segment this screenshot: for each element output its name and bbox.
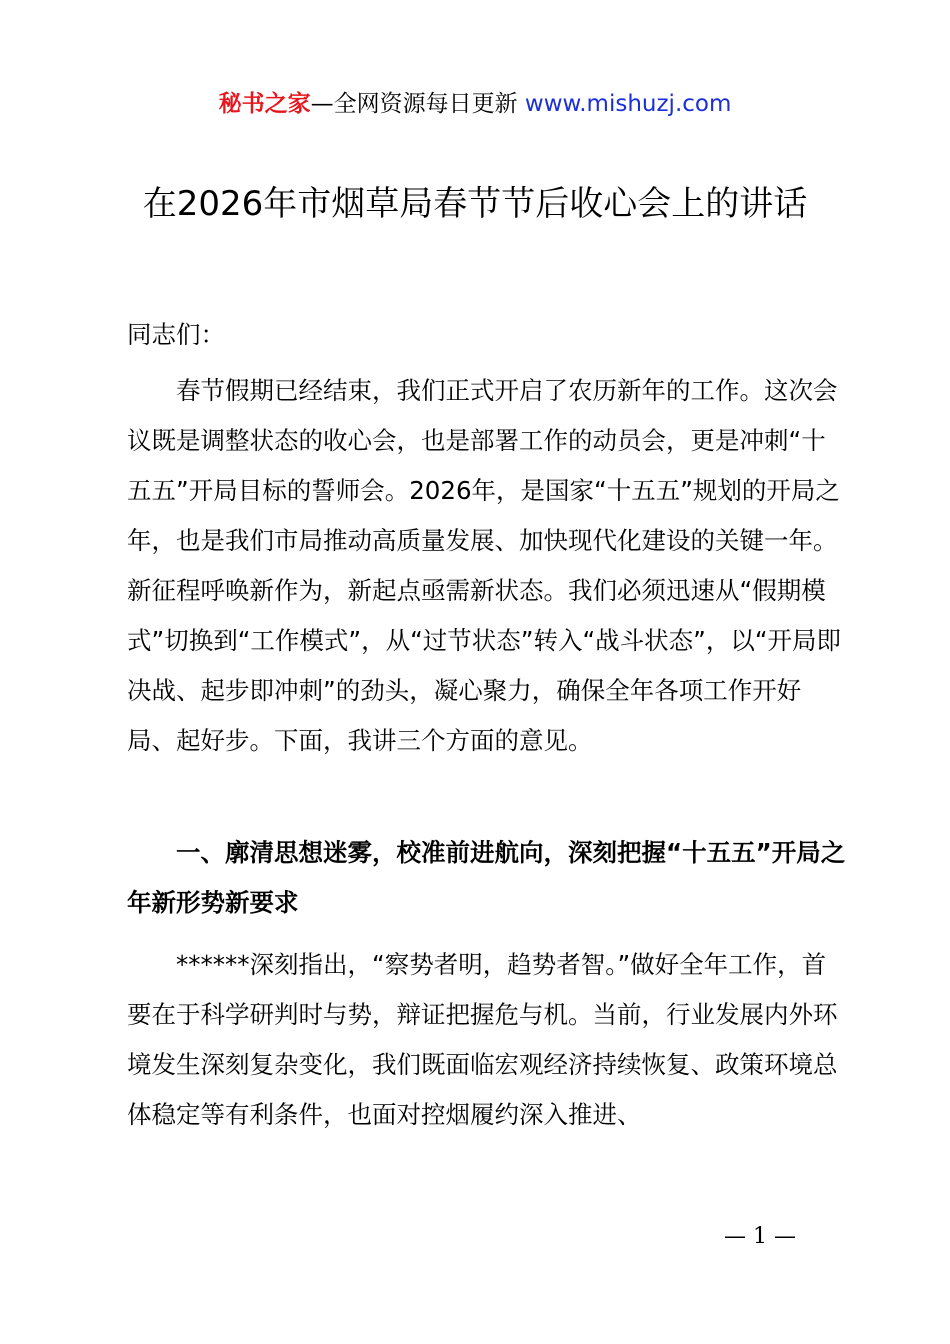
header-tagline: —全网资源每日更新 (310, 91, 525, 117)
page-number: — 1 — (724, 1224, 796, 1249)
section-heading-1: 一、廓清思想迷雾，校准前进航向，深刻把握“十五五”开局之年新形势新要求 (127, 838, 846, 917)
brand-name: 秘书之家 (218, 91, 311, 117)
body-paragraph-section-1: ******深刻指出，“察势者明，趋势者智。”做好全年工作，首要在于科学研判时与势，辩证把握危与机。当前，行业发展内外环境发生深刻复杂变化，我们既面临宏观经济持续恢复、政策环境总体稳定等有利条件，也面对控烟履约深入推进、 (127, 950, 838, 1129)
salutation: 同志们： (127, 320, 225, 349)
site-header (0, 86, 950, 122)
document-title: 在2026年市烟草局春节节后收心会上的讲话 (142, 184, 808, 224)
body-paragraph-intro: 春节假期已经结束，我们正式开启了农历新年的工作。这次会议既是调整状态的收心会，也是部署工作的动员会，更是冲刺“十五五”开局目标的誓师会。2026年，是国家“十五五”规划的开局之年，也是我们市局推动高质量发展、加快现代化建设的关键一年。新征程呼唤新作为，新起点亟需新状态。我们必须迅速从“假期模式”切换到“工作模式”，从“过节状态”转入“战斗状态”，以“开局即决战、起步即冲刺”的劲头，凝心聚力，确保全年各项工作开好局、起好步。下面，我讲三个方面的意见。 (127, 376, 842, 755)
site-url-link[interactable]: www.mishuzj.com (524, 91, 732, 117)
